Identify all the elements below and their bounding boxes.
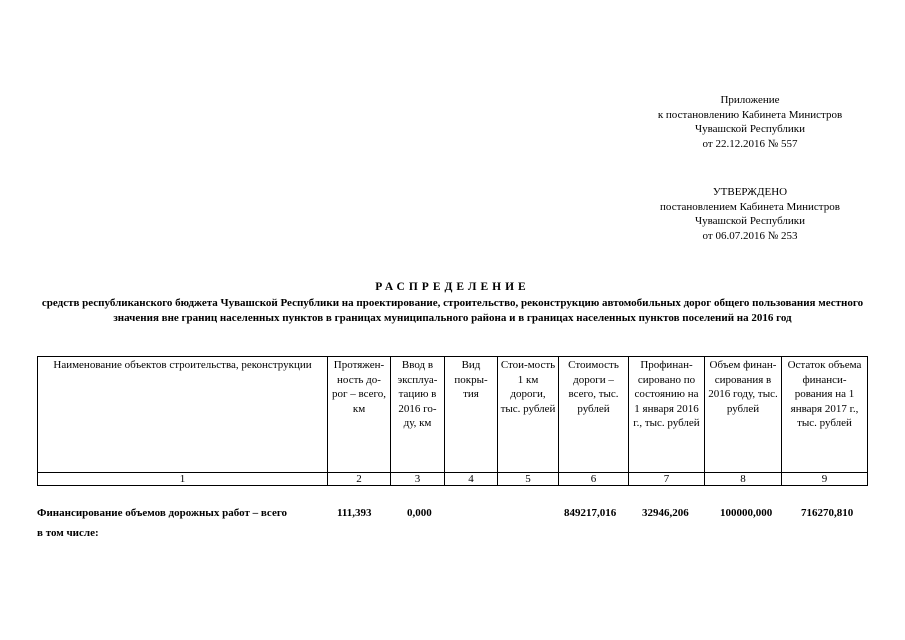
- appendix-line-3: Чувашской Республики: [694, 123, 806, 135]
- approved-line-3: Чувашской Республики: [694, 215, 806, 227]
- total-volume-2016: 100000,000: [720, 507, 773, 519]
- document-title: РАСПРЕДЕЛЕНИЕ: [375, 281, 530, 293]
- approved-line-1: УТВЕРЖДЕНО: [712, 186, 788, 198]
- header-cost-per-km: Стои-мость 1 км дороги, тыс. рублей: [498, 357, 559, 473]
- approved-line-2: постановлением Кабинета Министров: [660, 200, 840, 213]
- header-volume-2016: Объем финан-сирования в 2016 году, тыс. рублей: [705, 357, 782, 473]
- approved-line-4: от 06.07.2016 № 253: [702, 229, 798, 242]
- header-road-length: Протяжен-ность до-рог – всего, км: [328, 357, 391, 473]
- column-number: 6: [559, 473, 629, 486]
- total-remainder: 716270,810: [801, 507, 854, 519]
- total-financed: 32946,206: [642, 507, 689, 519]
- header-total-cost: Стоимость дороги – всего, тыс. рублей: [559, 357, 629, 473]
- appendix-block: [600, 93, 900, 151]
- appendix-line-4: от 22.12.2016 № 557: [702, 137, 798, 150]
- column-number: 1: [38, 473, 328, 486]
- column-number: 3: [391, 473, 445, 486]
- header-commissioning: Ввод в эксплуа-тацию в 2016 го-ду, км: [391, 357, 445, 473]
- total-label: Финансирование объемов дорожных работ – всего: [37, 507, 288, 519]
- table-number-row: [38, 473, 868, 486]
- header-surface-type: Вид покры-тия: [445, 357, 498, 473]
- total-length: 111,393: [337, 507, 372, 519]
- column-number: 2: [328, 473, 391, 486]
- including-label: в том числе:: [37, 527, 99, 539]
- column-number: 9: [782, 473, 868, 486]
- total-commissioned: 0,000: [407, 507, 432, 519]
- distribution-table: [37, 356, 868, 486]
- approved-block: [600, 185, 900, 243]
- column-number: 4: [445, 473, 498, 486]
- header-object-name: Наименование объектов строительства, реконструкции: [38, 357, 328, 473]
- appendix-line-1: Приложение: [720, 94, 780, 106]
- header-remainder: Остаток объема финанси-рования на 1 января 2017 г., тыс. рублей: [782, 357, 868, 473]
- table-header-row: [38, 357, 868, 473]
- header-financed: Профинан-сировано по состоянию на 1 января 2016 г., тыс. рублей: [629, 357, 705, 473]
- column-number: 8: [705, 473, 782, 486]
- appendix-line-2: к постановлению Кабинета Министров: [657, 108, 843, 121]
- column-number: 5: [498, 473, 559, 486]
- total-cost: 849217,016: [564, 507, 617, 519]
- column-number: 7: [629, 473, 705, 486]
- document-subtitle: средств республиканского бюджета Чувашской Республики на проектирование, строительство, реконструкцию автомобильных дорог общего пользования местного значения вне границ населенных пунктов в границах муниципального района и в границах населенных пунктов поселений на 2016 год: [41, 297, 864, 324]
- total-row: [37, 507, 867, 521]
